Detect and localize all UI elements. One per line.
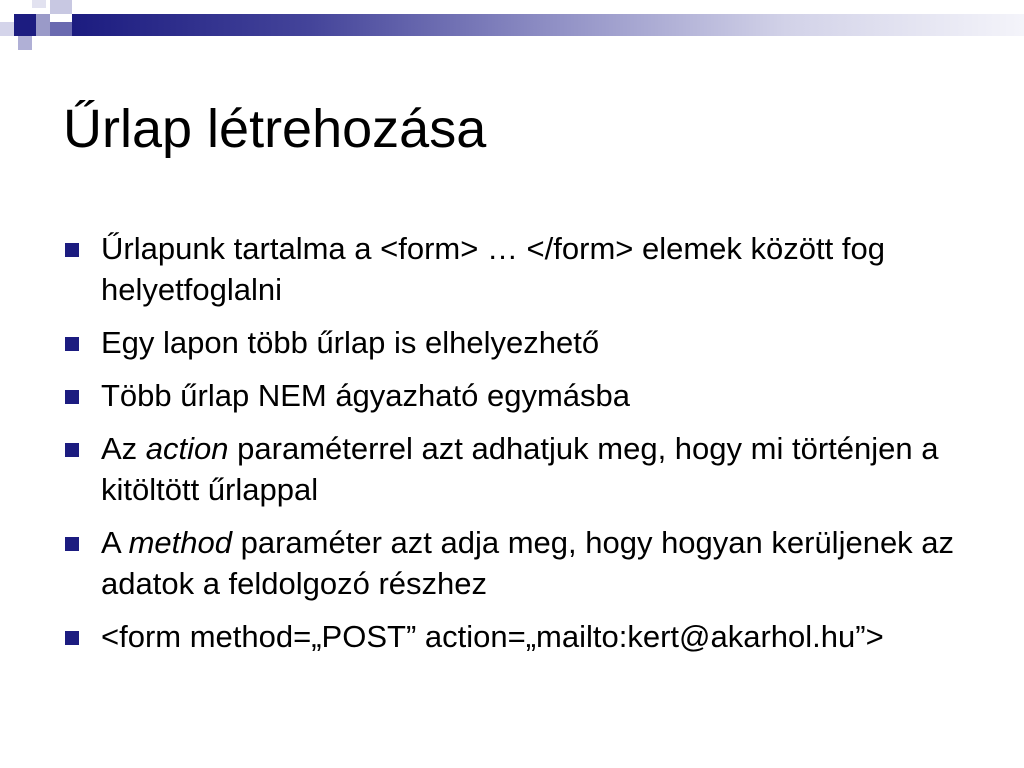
list-item [63, 616, 963, 657]
header-gradient-bar [72, 14, 1024, 36]
decorative-square [50, 0, 72, 14]
bullet-text-after: paraméter azt adja meg, hogy hogyan kerüljenek az adatok a feldolgozó részhez [101, 525, 955, 601]
decorative-square [14, 14, 36, 36]
bullet-text: Űrlapunk tartalma a <form> … </form> elemek között fog helyetfoglalni [101, 231, 885, 307]
bullet-text-before: Az [101, 431, 146, 466]
bullet-text-after: paraméterrel azt adhatjuk meg, hogy mi történjen a kitöltött űrlappal [101, 431, 939, 507]
list-item [63, 375, 963, 416]
bullet-square-icon [65, 631, 79, 645]
bullet-text: <form method=„POST” action=„mailto:kert@akarhol.hu”> [101, 619, 884, 654]
bullet-square-icon [65, 390, 79, 404]
bullet-text-before: A [101, 525, 129, 560]
bullet-text [101, 431, 938, 507]
slide-title: Űrlap létrehozása [63, 99, 487, 159]
decorative-square [32, 0, 46, 8]
bullet-text: Több űrlap NEM ágyazható egymásba [101, 378, 631, 413]
decorative-square [18, 36, 32, 50]
decorative-square [0, 22, 14, 36]
bullet-square-icon [65, 337, 79, 351]
keyword-method: method [128, 525, 232, 560]
keyword-action: action [145, 431, 229, 466]
bullet-square-icon [65, 243, 79, 257]
list-item [63, 322, 963, 363]
list-item [63, 228, 963, 310]
bullet-text: Egy lapon több űrlap is elhelyezhető [101, 325, 600, 360]
decorative-square [50, 22, 72, 36]
list-item [63, 522, 963, 604]
bullet-text [101, 525, 954, 601]
bullet-list [63, 228, 963, 669]
list-item [63, 428, 963, 510]
decorative-square [36, 14, 50, 36]
bullet-square-icon [65, 537, 79, 551]
bullet-square-icon [65, 443, 79, 457]
